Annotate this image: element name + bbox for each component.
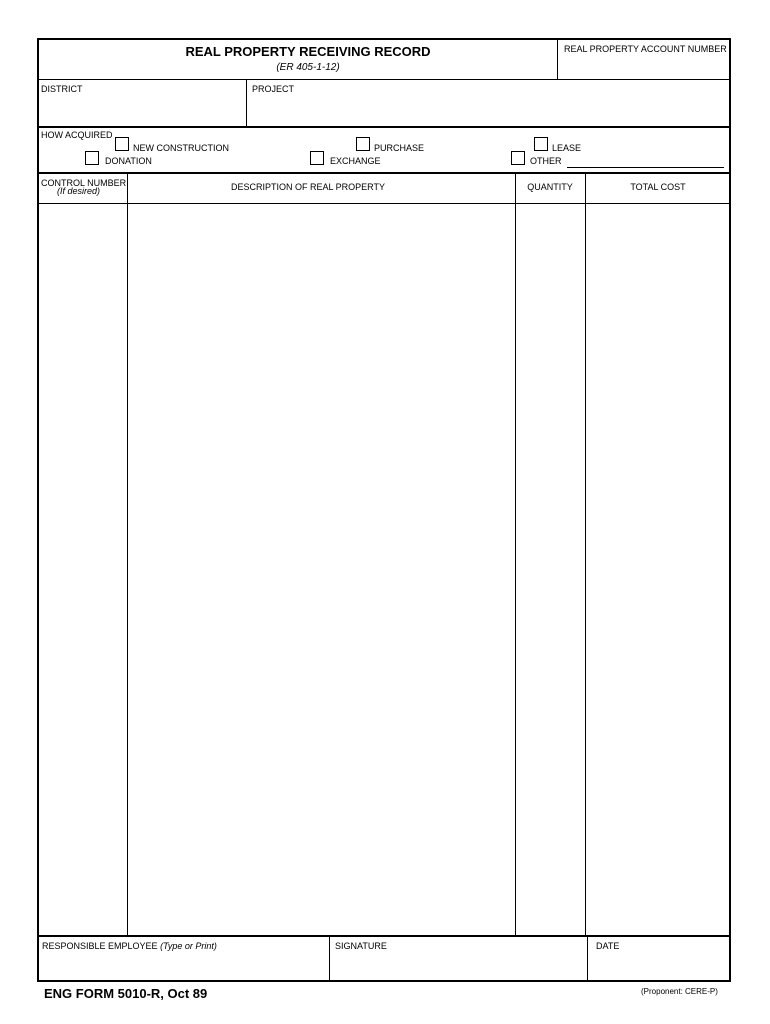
form-id: ENG FORM 5010-R, Oct 89 xyxy=(44,986,208,1001)
signature-divider-left xyxy=(329,937,330,981)
quantity-header: QUANTITY xyxy=(527,182,573,192)
control-number-header: CONTROL NUMBER xyxy=(41,178,127,188)
exchange-checkbox[interactable] xyxy=(310,151,324,165)
purchase-checkbox[interactable] xyxy=(356,137,370,151)
other-checkbox[interactable] xyxy=(511,151,525,165)
account-number-label: REAL PROPERTY ACCOUNT NUMBER xyxy=(564,44,727,54)
signature-label: SIGNATURE xyxy=(335,941,387,951)
table-header-bottom-line xyxy=(38,203,730,204)
column-divider-description xyxy=(515,173,516,936)
how-acquired-label: HOW ACQUIRED xyxy=(41,130,113,140)
proponent: (Proponent: CERE-P) xyxy=(641,987,718,996)
lease-checkbox[interactable] xyxy=(534,137,548,151)
donation-checkbox[interactable] xyxy=(85,151,99,165)
header-bottom-line xyxy=(38,79,730,80)
header-divider xyxy=(557,39,558,80)
responsible-employee-label xyxy=(42,941,217,951)
donation-label: DONATION xyxy=(105,156,152,166)
exchange-label: EXCHANGE xyxy=(330,156,381,166)
how-acquired-bottom-line xyxy=(38,172,730,174)
responsible-employee-text: RESPONSIBLE EMPLOYEE xyxy=(42,941,158,951)
district-label: DISTRICT xyxy=(41,84,83,94)
total-cost-header: TOTAL COST xyxy=(630,182,686,192)
control-number-cell[interactable] xyxy=(39,205,126,935)
control-number-note: (If desired) xyxy=(57,186,101,196)
new-construction-checkbox[interactable] xyxy=(115,137,129,151)
total-cost-cell[interactable] xyxy=(587,205,729,935)
description-header: DESCRIPTION OF REAL PROPERTY xyxy=(230,182,386,192)
form-regulation: (ER 405-1-12) xyxy=(276,62,340,73)
date-label: DATE xyxy=(596,941,620,951)
signature-divider-right xyxy=(587,937,588,981)
column-divider-control xyxy=(127,173,128,936)
other-label: OTHER xyxy=(530,156,562,166)
form-title: REAL PROPERTY RECEIVING RECORD xyxy=(185,44,431,59)
other-specify-line[interactable] xyxy=(567,167,724,168)
column-divider-quantity xyxy=(585,173,586,936)
lease-label: LEASE xyxy=(552,143,582,153)
description-cell[interactable] xyxy=(129,205,514,935)
project-label: PROJECT xyxy=(252,84,295,94)
district-bottom-line xyxy=(38,126,730,128)
purchase-label: PURCHASE xyxy=(374,143,425,153)
responsible-employee-note: (Type or Print) xyxy=(160,941,217,951)
table-bottom-line xyxy=(38,935,730,937)
new-construction-label: NEW CONSTRUCTION xyxy=(133,143,229,153)
district-project-divider xyxy=(246,80,247,127)
quantity-cell[interactable] xyxy=(517,205,584,935)
